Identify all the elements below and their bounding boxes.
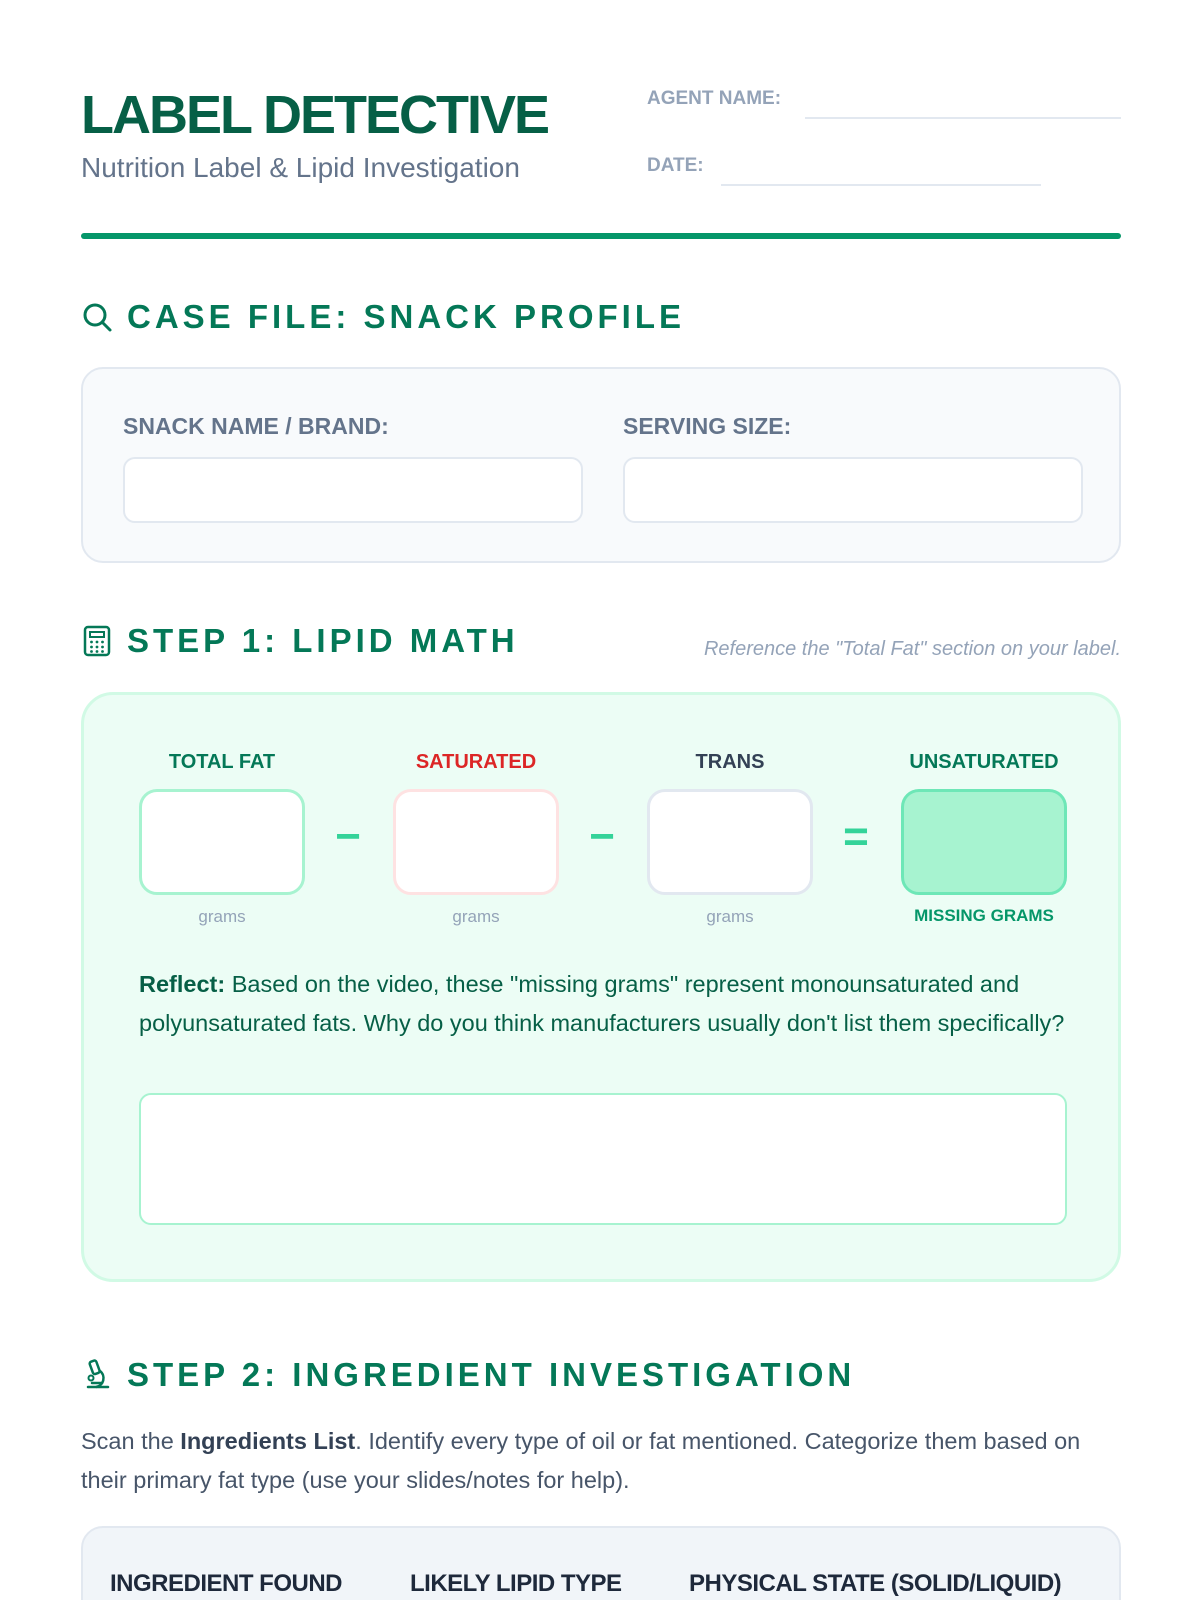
total-fat-input[interactable] [139, 789, 305, 895]
trans-label: TRANS [695, 751, 765, 773]
reflect-text: Based on the video, these "missing grams" represent monounsaturated and polyunsaturated fats. Why do you think manufacturers usually don't list them specifically? [139, 971, 1065, 1036]
unsaturated-label: UNSATURATED [909, 751, 1059, 773]
minus-operator: − [335, 812, 361, 861]
snack-name-label: SNACK NAME / BRAND: [123, 413, 389, 439]
step2-heading-text: STEP 2: INGREDIENT INVESTIGATION [127, 1356, 856, 1393]
ingredient-table-header [81, 1526, 1121, 1600]
agent-name-field[interactable] [805, 117, 1121, 119]
step1-heading-text: STEP 1: LIPID MATH [127, 622, 519, 659]
header-divider [81, 233, 1121, 239]
total-fat-unit: grams [198, 907, 246, 926]
lipid-math-card [81, 692, 1121, 1282]
saturated-label: SATURATED [415, 751, 537, 773]
equals-operator: = [843, 812, 869, 861]
step1-heading [81, 622, 519, 660]
unsaturated-result-box[interactable] [901, 789, 1067, 895]
step2-description [81, 1422, 1121, 1499]
microscope-icon [81, 1359, 113, 1391]
trans-input[interactable] [647, 789, 813, 895]
reflect-answer-input[interactable] [139, 1093, 1067, 1225]
snack-name-input[interactable] [123, 457, 583, 523]
column-header-ingredient: INGREDIENT FOUND [110, 1570, 342, 1597]
date-label: DATE: [647, 155, 704, 176]
date-field[interactable] [721, 184, 1041, 186]
column-header-lipid-type: LIKELY LIPID TYPE [410, 1570, 622, 1597]
missing-grams-label: MISSING GRAMS [914, 906, 1054, 925]
column-header-physical-state: PHYSICAL STATE (SOLID/LIQUID) [689, 1570, 1062, 1597]
saturated-unit: grams [452, 907, 500, 926]
reflect-label: Reflect: [139, 971, 226, 997]
trans-unit: grams [706, 907, 754, 926]
case-file-card [81, 367, 1121, 563]
step1-note: Reference the "Total Fat" section on your label. [703, 638, 1121, 660]
step2-desc-bold: Ingredients List [180, 1428, 356, 1454]
search-icon [81, 301, 113, 333]
agent-name-label: AGENT NAME: [647, 88, 782, 109]
minus-operator: − [589, 812, 615, 861]
calculator-icon [81, 625, 113, 657]
reflect-prompt [139, 965, 1069, 1042]
step2-heading [81, 1356, 855, 1394]
step2-desc-text: . Identify every type of oil or fat mentioned. Categorize them based on their primary fat type (use your slides/notes for help). [81, 1428, 1081, 1493]
worksheet-header [81, 80, 1121, 240]
case-file-heading-text: CASE FILE: SNACK PROFILE [127, 298, 686, 335]
case-file-heading [81, 298, 685, 336]
total-fat-label: TOTAL FAT [168, 751, 276, 773]
saturated-input[interactable] [393, 789, 559, 895]
page-title: LABEL DETECTIVE [81, 85, 549, 145]
page-subtitle: Nutrition Label & Lipid Investigation [81, 152, 520, 183]
step2-desc-text: Scan the [81, 1428, 181, 1454]
serving-size-input[interactable] [623, 457, 1083, 523]
serving-size-label: SERVING SIZE: [623, 413, 792, 439]
